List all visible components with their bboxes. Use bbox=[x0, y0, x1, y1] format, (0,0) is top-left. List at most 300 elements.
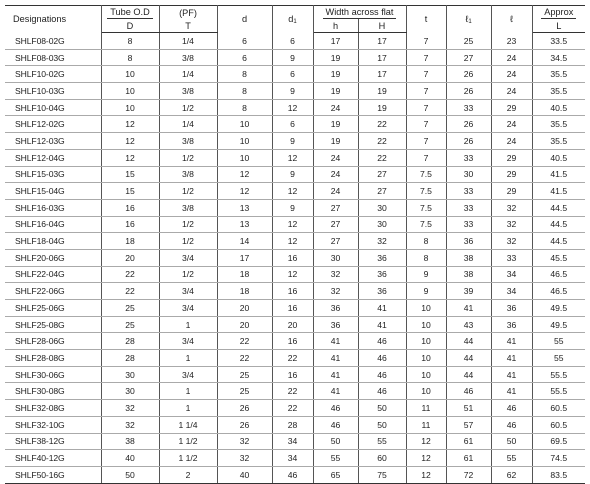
cell-t: 7 bbox=[406, 99, 446, 116]
cell-d1: 12 bbox=[272, 149, 313, 166]
cell-l1: 46 bbox=[446, 383, 491, 400]
cell-l: 29 bbox=[491, 99, 532, 116]
cell-l: 33 bbox=[491, 249, 532, 266]
cell-tube-od: 15 bbox=[101, 166, 159, 183]
cell-pf: 3/4 bbox=[159, 283, 217, 300]
cell-d: 13 bbox=[217, 199, 272, 216]
cell-h: 19 bbox=[313, 66, 358, 83]
cell-d1: 9 bbox=[272, 49, 313, 66]
table-row bbox=[5, 300, 585, 317]
cell-tube-od: 38 bbox=[101, 433, 159, 450]
cell-tube-od: 22 bbox=[101, 266, 159, 283]
table-row bbox=[5, 116, 585, 133]
spec-table bbox=[5, 5, 585, 484]
cell-pf: 1 bbox=[159, 383, 217, 400]
cell-h: 41 bbox=[313, 366, 358, 383]
cell-approx: 55 bbox=[532, 350, 585, 367]
table-row bbox=[5, 433, 585, 450]
cell-h: 27 bbox=[313, 199, 358, 216]
cell-d1: 12 bbox=[272, 183, 313, 200]
cell-designation: SHLF38-12G bbox=[5, 433, 101, 450]
cell-t: 7 bbox=[406, 49, 446, 66]
cell-d: 17 bbox=[217, 249, 272, 266]
cell-l1: 38 bbox=[446, 249, 491, 266]
header-approx-sub: L bbox=[532, 19, 585, 33]
cell-t: 10 bbox=[406, 333, 446, 350]
cell-H: 17 bbox=[358, 66, 406, 83]
cell-h: 19 bbox=[313, 83, 358, 100]
cell-tube-od: 32 bbox=[101, 400, 159, 417]
cell-l1: 44 bbox=[446, 366, 491, 383]
cell-pf: 3/8 bbox=[159, 166, 217, 183]
cell-t: 10 bbox=[406, 383, 446, 400]
cell-l: 36 bbox=[491, 300, 532, 317]
cell-tube-od: 32 bbox=[101, 416, 159, 433]
cell-l1: 33 bbox=[446, 149, 491, 166]
cell-designation: SHLF25-06G bbox=[5, 300, 101, 317]
table-row bbox=[5, 166, 585, 183]
cell-t: 8 bbox=[406, 249, 446, 266]
cell-designation: SHLF28-06G bbox=[5, 333, 101, 350]
cell-designation: SHLF32-08G bbox=[5, 400, 101, 417]
cell-approx: 44.5 bbox=[532, 233, 585, 250]
cell-l: 32 bbox=[491, 233, 532, 250]
cell-approx: 44.5 bbox=[532, 199, 585, 216]
cell-pf: 3/8 bbox=[159, 49, 217, 66]
cell-l1: 33 bbox=[446, 183, 491, 200]
cell-approx: 35.5 bbox=[532, 133, 585, 150]
cell-tube-od: 18 bbox=[101, 233, 159, 250]
cell-designation: SHLF12-04G bbox=[5, 149, 101, 166]
table-row bbox=[5, 316, 585, 333]
header-pf-sub: T bbox=[159, 19, 217, 33]
cell-l1: 44 bbox=[446, 333, 491, 350]
table-row bbox=[5, 466, 585, 483]
cell-d: 6 bbox=[217, 33, 272, 50]
cell-d: 12 bbox=[217, 183, 272, 200]
cell-tube-od: 20 bbox=[101, 249, 159, 266]
cell-pf: 3/8 bbox=[159, 83, 217, 100]
cell-pf: 1/4 bbox=[159, 33, 217, 50]
table-row bbox=[5, 149, 585, 166]
cell-tube-od: 16 bbox=[101, 216, 159, 233]
header-row-top bbox=[5, 6, 585, 20]
cell-pf: 1/2 bbox=[159, 266, 217, 283]
cell-pf: 1/2 bbox=[159, 183, 217, 200]
cell-l: 32 bbox=[491, 199, 532, 216]
cell-t: 10 bbox=[406, 316, 446, 333]
table-row bbox=[5, 350, 585, 367]
cell-approx: 45.5 bbox=[532, 249, 585, 266]
cell-approx: 69.5 bbox=[532, 433, 585, 450]
cell-h: 24 bbox=[313, 166, 358, 183]
cell-d1: 22 bbox=[272, 383, 313, 400]
cell-designation: SHLF20-06G bbox=[5, 249, 101, 266]
table-row bbox=[5, 133, 585, 150]
table-row bbox=[5, 366, 585, 383]
cell-pf: 1 bbox=[159, 350, 217, 367]
cell-l1: 30 bbox=[446, 166, 491, 183]
cell-l: 62 bbox=[491, 466, 532, 483]
cell-l1: 72 bbox=[446, 466, 491, 483]
cell-d1: 9 bbox=[272, 83, 313, 100]
cell-H: 30 bbox=[358, 216, 406, 233]
cell-pf: 1 1/2 bbox=[159, 433, 217, 450]
cell-approx: 46.5 bbox=[532, 266, 585, 283]
cell-approx: 35.5 bbox=[532, 116, 585, 133]
cell-d: 10 bbox=[217, 149, 272, 166]
table-row bbox=[5, 199, 585, 216]
cell-l1: 27 bbox=[446, 49, 491, 66]
cell-approx: 83.5 bbox=[532, 466, 585, 483]
table-row bbox=[5, 83, 585, 100]
cell-d: 6 bbox=[217, 49, 272, 66]
cell-d1: 16 bbox=[272, 283, 313, 300]
cell-H: 17 bbox=[358, 33, 406, 50]
cell-l1: 44 bbox=[446, 350, 491, 367]
cell-d: 20 bbox=[217, 300, 272, 317]
cell-t: 10 bbox=[406, 350, 446, 367]
header-tube-od-label: Tube O.D bbox=[107, 7, 153, 19]
cell-designation: SHLF50-16G bbox=[5, 466, 101, 483]
cell-designation: SHLF16-04G bbox=[5, 216, 101, 233]
cell-approx: 41.5 bbox=[532, 183, 585, 200]
cell-d1: 46 bbox=[272, 466, 313, 483]
cell-l1: 61 bbox=[446, 450, 491, 467]
cell-designation: SHLF16-03G bbox=[5, 199, 101, 216]
cell-H: 46 bbox=[358, 383, 406, 400]
cell-l1: 26 bbox=[446, 133, 491, 150]
cell-l1: 61 bbox=[446, 433, 491, 450]
cell-designation: SHLF12-02G bbox=[5, 116, 101, 133]
cell-H: 50 bbox=[358, 416, 406, 433]
cell-designation: SHLF28-08G bbox=[5, 350, 101, 367]
cell-t: 12 bbox=[406, 433, 446, 450]
cell-l: 50 bbox=[491, 433, 532, 450]
cell-h: 24 bbox=[313, 149, 358, 166]
cell-d: 10 bbox=[217, 116, 272, 133]
cell-h: 17 bbox=[313, 33, 358, 50]
cell-d1: 22 bbox=[272, 350, 313, 367]
cell-H: 55 bbox=[358, 433, 406, 450]
cell-H: 17 bbox=[358, 49, 406, 66]
cell-approx: 49.5 bbox=[532, 316, 585, 333]
cell-approx: 49.5 bbox=[532, 300, 585, 317]
cell-t: 7 bbox=[406, 133, 446, 150]
cell-h: 30 bbox=[313, 249, 358, 266]
cell-l: 41 bbox=[491, 350, 532, 367]
cell-d: 25 bbox=[217, 383, 272, 400]
cell-pf: 1/2 bbox=[159, 233, 217, 250]
cell-d1: 16 bbox=[272, 333, 313, 350]
cell-designation: SHLF40-12G bbox=[5, 450, 101, 467]
cell-H: 36 bbox=[358, 266, 406, 283]
header-l1: ℓ$_1$ bbox=[446, 6, 491, 33]
cell-tube-od: 40 bbox=[101, 450, 159, 467]
cell-H: 75 bbox=[358, 466, 406, 483]
cell-t: 7 bbox=[406, 33, 446, 50]
cell-l1: 26 bbox=[446, 66, 491, 83]
cell-tube-od: 16 bbox=[101, 199, 159, 216]
cell-h: 65 bbox=[313, 466, 358, 483]
cell-h: 46 bbox=[313, 400, 358, 417]
cell-H: 22 bbox=[358, 149, 406, 166]
cell-l1: 51 bbox=[446, 400, 491, 417]
cell-approx: 74.5 bbox=[532, 450, 585, 467]
cell-tube-od: 22 bbox=[101, 283, 159, 300]
cell-H: 36 bbox=[358, 283, 406, 300]
cell-designation: SHLF32-10G bbox=[5, 416, 101, 433]
cell-h: 32 bbox=[313, 283, 358, 300]
cell-d1: 6 bbox=[272, 33, 313, 50]
cell-t: 10 bbox=[406, 366, 446, 383]
cell-l1: 26 bbox=[446, 116, 491, 133]
cell-d: 32 bbox=[217, 450, 272, 467]
cell-d1: 9 bbox=[272, 133, 313, 150]
cell-H: 19 bbox=[358, 83, 406, 100]
cell-d1: 12 bbox=[272, 216, 313, 233]
cell-d: 18 bbox=[217, 266, 272, 283]
cell-pf: 1 bbox=[159, 400, 217, 417]
cell-H: 41 bbox=[358, 300, 406, 317]
cell-d: 8 bbox=[217, 83, 272, 100]
table-row bbox=[5, 183, 585, 200]
cell-d1: 12 bbox=[272, 99, 313, 116]
cell-t: 7 bbox=[406, 83, 446, 100]
table-row bbox=[5, 216, 585, 233]
cell-designation: SHLF22-06G bbox=[5, 283, 101, 300]
cell-t: 9 bbox=[406, 266, 446, 283]
table-row bbox=[5, 383, 585, 400]
cell-l1: 43 bbox=[446, 316, 491, 333]
cell-d1: 22 bbox=[272, 400, 313, 417]
cell-t: 7.5 bbox=[406, 183, 446, 200]
cell-h: 46 bbox=[313, 416, 358, 433]
cell-h: 24 bbox=[313, 183, 358, 200]
cell-l1: 25 bbox=[446, 33, 491, 50]
cell-tube-od: 25 bbox=[101, 300, 159, 317]
header-tube-od bbox=[101, 6, 159, 20]
cell-d: 32 bbox=[217, 433, 272, 450]
cell-d: 20 bbox=[217, 316, 272, 333]
cell-tube-od: 28 bbox=[101, 333, 159, 350]
cell-t: 7 bbox=[406, 116, 446, 133]
cell-designation: SHLF18-04G bbox=[5, 233, 101, 250]
cell-h: 19 bbox=[313, 49, 358, 66]
cell-l: 46 bbox=[491, 416, 532, 433]
cell-t: 7 bbox=[406, 149, 446, 166]
cell-d: 8 bbox=[217, 99, 272, 116]
cell-approx: 34.5 bbox=[532, 49, 585, 66]
cell-approx: 35.5 bbox=[532, 83, 585, 100]
cell-d1: 6 bbox=[272, 116, 313, 133]
cell-l1: 33 bbox=[446, 199, 491, 216]
cell-d: 40 bbox=[217, 466, 272, 483]
cell-l: 24 bbox=[491, 116, 532, 133]
cell-h: 19 bbox=[313, 133, 358, 150]
cell-l1: 26 bbox=[446, 83, 491, 100]
cell-pf: 1/2 bbox=[159, 216, 217, 233]
cell-l1: 57 bbox=[446, 416, 491, 433]
cell-tube-od: 10 bbox=[101, 66, 159, 83]
cell-tube-od: 8 bbox=[101, 49, 159, 66]
cell-d: 26 bbox=[217, 416, 272, 433]
cell-H: 46 bbox=[358, 333, 406, 350]
cell-pf: 1 1/4 bbox=[159, 416, 217, 433]
cell-designation: SHLF25-08G bbox=[5, 316, 101, 333]
table-row bbox=[5, 266, 585, 283]
cell-t: 7.5 bbox=[406, 166, 446, 183]
cell-designation: SHLF08-02G bbox=[5, 33, 101, 50]
cell-d: 18 bbox=[217, 283, 272, 300]
cell-t: 12 bbox=[406, 466, 446, 483]
cell-d1: 16 bbox=[272, 300, 313, 317]
cell-d1: 9 bbox=[272, 199, 313, 216]
cell-d1: 9 bbox=[272, 166, 313, 183]
cell-d1: 28 bbox=[272, 416, 313, 433]
cell-h: 41 bbox=[313, 350, 358, 367]
cell-designation: SHLF22-04G bbox=[5, 266, 101, 283]
cell-d: 13 bbox=[217, 216, 272, 233]
cell-pf: 3/8 bbox=[159, 133, 217, 150]
table-row bbox=[5, 49, 585, 66]
cell-d1: 16 bbox=[272, 366, 313, 383]
cell-tube-od: 8 bbox=[101, 33, 159, 50]
cell-d: 10 bbox=[217, 133, 272, 150]
cell-l: 41 bbox=[491, 383, 532, 400]
cell-pf: 1 1/2 bbox=[159, 450, 217, 467]
table-body bbox=[5, 33, 585, 484]
cell-H: 30 bbox=[358, 199, 406, 216]
table-row bbox=[5, 283, 585, 300]
cell-pf: 3/4 bbox=[159, 249, 217, 266]
cell-d: 26 bbox=[217, 400, 272, 417]
cell-designation: SHLF30-06G bbox=[5, 366, 101, 383]
cell-H: 32 bbox=[358, 233, 406, 250]
cell-l: 41 bbox=[491, 366, 532, 383]
cell-approx: 55.5 bbox=[532, 383, 585, 400]
cell-h: 41 bbox=[313, 333, 358, 350]
cell-d: 12 bbox=[217, 166, 272, 183]
cell-tube-od: 15 bbox=[101, 183, 159, 200]
cell-H: 60 bbox=[358, 450, 406, 467]
cell-designation: SHLF10-03G bbox=[5, 83, 101, 100]
cell-H: 50 bbox=[358, 400, 406, 417]
cell-tube-od: 12 bbox=[101, 149, 159, 166]
cell-pf: 2 bbox=[159, 466, 217, 483]
header-approx bbox=[532, 6, 585, 20]
cell-l1: 36 bbox=[446, 233, 491, 250]
cell-d1: 6 bbox=[272, 66, 313, 83]
cell-l: 29 bbox=[491, 183, 532, 200]
header-width-across-flat-label: Width across flat bbox=[323, 7, 397, 19]
cell-designation: SHLF30-08G bbox=[5, 383, 101, 400]
cell-l: 34 bbox=[491, 283, 532, 300]
header-l: ℓ bbox=[491, 6, 532, 33]
cell-h: 27 bbox=[313, 233, 358, 250]
cell-l: 41 bbox=[491, 333, 532, 350]
cell-designation: SHLF15-03G bbox=[5, 166, 101, 183]
cell-approx: 40.5 bbox=[532, 99, 585, 116]
table-row bbox=[5, 400, 585, 417]
cell-H: 22 bbox=[358, 116, 406, 133]
cell-pf: 1 bbox=[159, 316, 217, 333]
cell-tube-od: 28 bbox=[101, 350, 159, 367]
cell-l: 24 bbox=[491, 49, 532, 66]
cell-tube-od: 30 bbox=[101, 366, 159, 383]
cell-h: 41 bbox=[313, 383, 358, 400]
cell-l: 23 bbox=[491, 33, 532, 50]
cell-H: 46 bbox=[358, 366, 406, 383]
header-h: h bbox=[313, 19, 358, 33]
cell-h: 32 bbox=[313, 266, 358, 283]
cell-approx: 60.5 bbox=[532, 400, 585, 417]
header-t: t bbox=[406, 6, 446, 33]
cell-designation: SHLF12-03G bbox=[5, 133, 101, 150]
cell-d: 22 bbox=[217, 350, 272, 367]
cell-H: 27 bbox=[358, 166, 406, 183]
cell-l1: 33 bbox=[446, 99, 491, 116]
cell-approx: 44.5 bbox=[532, 216, 585, 233]
cell-l1: 33 bbox=[446, 216, 491, 233]
cell-h: 24 bbox=[313, 99, 358, 116]
cell-d: 22 bbox=[217, 333, 272, 350]
cell-l1: 41 bbox=[446, 300, 491, 317]
cell-h: 27 bbox=[313, 216, 358, 233]
cell-d: 8 bbox=[217, 66, 272, 83]
cell-approx: 41.5 bbox=[532, 166, 585, 183]
table-row bbox=[5, 333, 585, 350]
cell-tube-od: 25 bbox=[101, 316, 159, 333]
cell-d1: 12 bbox=[272, 233, 313, 250]
cell-h: 50 bbox=[313, 433, 358, 450]
cell-H: 27 bbox=[358, 183, 406, 200]
cell-t: 7 bbox=[406, 66, 446, 83]
cell-t: 7.5 bbox=[406, 199, 446, 216]
cell-H: 19 bbox=[358, 99, 406, 116]
cell-approx: 60.5 bbox=[532, 416, 585, 433]
cell-t: 11 bbox=[406, 400, 446, 417]
cell-t: 8 bbox=[406, 233, 446, 250]
cell-h: 19 bbox=[313, 116, 358, 133]
cell-approx: 55.5 bbox=[532, 366, 585, 383]
cell-approx: 55 bbox=[532, 333, 585, 350]
cell-t: 10 bbox=[406, 300, 446, 317]
header-pf: (PF) bbox=[159, 6, 217, 20]
cell-l: 29 bbox=[491, 149, 532, 166]
cell-l1: 39 bbox=[446, 283, 491, 300]
cell-l: 34 bbox=[491, 266, 532, 283]
cell-designation: SHLF15-04G bbox=[5, 183, 101, 200]
cell-t: 12 bbox=[406, 450, 446, 467]
cell-pf: 3/8 bbox=[159, 199, 217, 216]
cell-tube-od: 10 bbox=[101, 99, 159, 116]
cell-d1: 16 bbox=[272, 249, 313, 266]
cell-pf: 3/4 bbox=[159, 333, 217, 350]
header-approx-label: Approx bbox=[541, 7, 576, 19]
cell-l: 32 bbox=[491, 216, 532, 233]
table-row bbox=[5, 33, 585, 50]
cell-tube-od: 10 bbox=[101, 83, 159, 100]
cell-t: 7.5 bbox=[406, 216, 446, 233]
table-row bbox=[5, 66, 585, 83]
cell-pf: 1/4 bbox=[159, 116, 217, 133]
cell-d1: 20 bbox=[272, 316, 313, 333]
cell-pf: 1/4 bbox=[159, 66, 217, 83]
cell-d1: 34 bbox=[272, 450, 313, 467]
cell-tube-od: 12 bbox=[101, 133, 159, 150]
cell-tube-od: 12 bbox=[101, 116, 159, 133]
